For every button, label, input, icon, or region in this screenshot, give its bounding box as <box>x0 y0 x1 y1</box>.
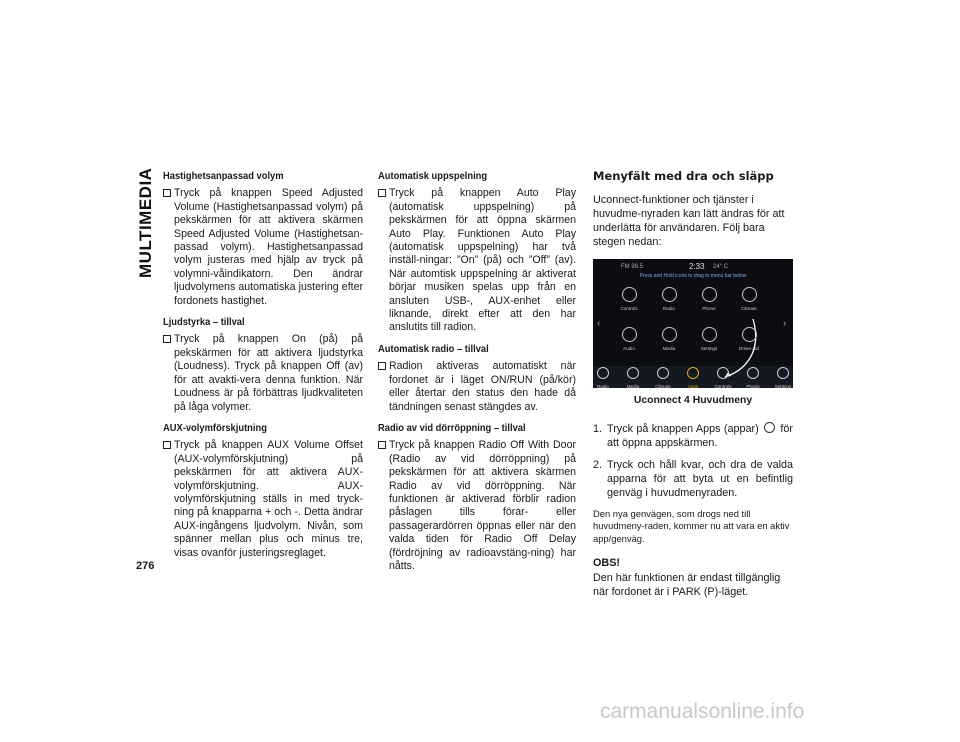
heading-radio-off-door: Radio av vid dörröppning – tillval <box>378 422 526 434</box>
uconnect-screen-image <box>593 259 793 388</box>
checkbox-bullet-icon <box>163 335 171 343</box>
list-item <box>378 187 576 334</box>
apps-icon <box>764 422 775 433</box>
item-text: Tryck på knappen Radio Off With Door (Radio av vid dörröppning) på pekskärmen för att aktivera skärmen Radio av vid dörröppning. När funktionen är aktiverad förblir radion påslagen tills förar- eller passagerardörren öppnas eller när den valda tiden för Radio Off Delay (fördröjning av radioavstäng-ning) har nåtts. <box>389 439 576 572</box>
radio-status: FM 99.5 <box>621 264 644 271</box>
obs-text: Den här funktionen är endast tillgänglig när fordonet är i PARK (P)-läget. <box>593 571 781 598</box>
checkbox-bullet-icon <box>163 441 171 449</box>
heading-aux-offset: AUX-volymförskjutning <box>163 422 267 434</box>
app-grid-label: Media <box>662 346 676 352</box>
list-item <box>163 333 363 413</box>
app-grid-label: Audio <box>623 346 635 352</box>
menu-bar-label: Settings <box>774 384 792 389</box>
menu-bar-label: Media <box>626 384 640 389</box>
page-number: 276 <box>136 560 155 572</box>
menu-bar-label: Climate <box>655 384 671 389</box>
intro-paragraph: Uconnect-funktioner och tjänster i huvudme-nyraden kan lätt ändras för att underlätta för användaren. Följ bara stegen nedan: <box>593 194 785 249</box>
list-item <box>163 187 363 308</box>
list-item <box>378 439 576 573</box>
section-tab <box>136 168 156 278</box>
app-grid-label: Climate <box>741 306 757 312</box>
heading-speed-volume: Hastighetsanpassad volym <box>163 171 284 182</box>
list-item <box>378 360 576 414</box>
screen-temp: 24° C <box>713 264 729 271</box>
checkbox-bullet-icon <box>378 362 386 370</box>
chevron-right-icon: › <box>783 318 787 330</box>
note-text: Den nya genvägen, som drogs ned till huvudmeny-raden, kommer nu att vara en aktiv app/genväg. <box>593 507 790 544</box>
checkbox-bullet-icon <box>163 189 171 197</box>
step-text: för att öppna appskärmen. <box>607 422 793 449</box>
app-grid-label: Radio <box>662 306 675 312</box>
obs-title: OBS! <box>593 557 620 570</box>
app-grid-label: Phone <box>702 306 716 312</box>
menu-bar-label: Radio <box>596 384 609 389</box>
heading-auto-play: Automatisk uppspelning <box>378 171 488 182</box>
item-text: Tryck på knappen Speed Adjusted Volume (Hastighetsanpassad volym) på pekskärmen för att aktivera skärmen Speed Adjusted Volume (Hastighetsan-passad volym). Hastighetsanpassad volym justeras med hjälp av tryck på volymni-våindikatorn. Den ändrar ljudvolymens automatiska justering efter fordonets hastighet. <box>174 187 363 307</box>
list-item <box>163 439 363 560</box>
watermark: carmanualsonline.info <box>600 700 805 723</box>
item-text: Tryck på knappen On (på) på pekskärmen för att aktivera ljudstyrka (Loudness). Tryck på knappen Off (av) för att avakti-vera denna funktion. När Loudness är på förbättras ljudkvaliteten på låga volymer. <box>174 333 363 413</box>
checkbox-bullet-icon <box>378 189 386 197</box>
section-tab-label: MULTIMEDIA <box>136 167 155 278</box>
step-2 <box>593 458 793 500</box>
step-number: 1. <box>593 422 603 435</box>
screen-hint: Press and Hold icons to drag to menu bar below <box>639 273 747 280</box>
heading-auto-radio: Automatisk radio – tillval <box>378 343 489 355</box>
section-title: Menyfält med dra och släpp <box>593 169 774 183</box>
item-text: Tryck på knappen AUX Volume Offset (AUX-volymförskjutning) på pekskärmen för att aktivera AUX-volymförskjutning. AUX-volymförskjutning ställs in med tryck-ning på knapparna + och -. Detta ändrar AUX-ingångens ljudvolym. Nivån, som spänner mellan plus och minus tre, visas ovanför justeringsreglaget. <box>174 439 363 559</box>
chevron-left-icon: ‹ <box>597 318 601 330</box>
column-1 <box>163 170 363 568</box>
menu-bar-label: Apps <box>687 384 699 389</box>
column-2 <box>378 170 576 581</box>
item-text: Radion aktiveras automatiskt när fordonet är i läget ON/RUN (på/kör) eller återtar den status den hade då tändningen senast stängdes av. <box>389 360 576 413</box>
checkbox-bullet-icon <box>378 441 386 449</box>
step-text: Tryck på knappen Apps (appar) <box>607 422 759 435</box>
menu-bar-label: Controls <box>714 384 732 389</box>
screen-time: 2:33 <box>689 262 705 272</box>
figure-caption: Uconnect 4 Huvudmeny <box>633 395 753 407</box>
app-grid-label: Driver Aid <box>739 346 759 352</box>
step-1 <box>593 422 793 450</box>
menu-bar-label: Phone <box>746 384 760 389</box>
step-number: 2. <box>593 458 603 471</box>
app-grid-label: Controls <box>620 306 638 312</box>
column-3 <box>593 170 793 609</box>
item-text: Tryck på knappen Auto Play (automatisk uppspelning) på pekskärmen för att öppna skärmen Auto Play. Funktionen Auto Play (automatisk uppspelning) har två inställ-ningar: ”On” (på) och ”Off” (av). När automtisk uppspelning är aktiverat börjar musiken spelas upp från en ansluten USB-, AUX-enhet eller liknande, direkt efter att den har anslutits till radion. <box>389 187 576 334</box>
heading-loudness: Ljudstyrka – tillval <box>163 317 245 329</box>
app-grid-label: Settings <box>700 346 718 352</box>
step-text: Tryck och håll kvar, och dra de valda apparna för att byta ut en befintlig genväg i huvudmenyraden. <box>607 458 793 499</box>
